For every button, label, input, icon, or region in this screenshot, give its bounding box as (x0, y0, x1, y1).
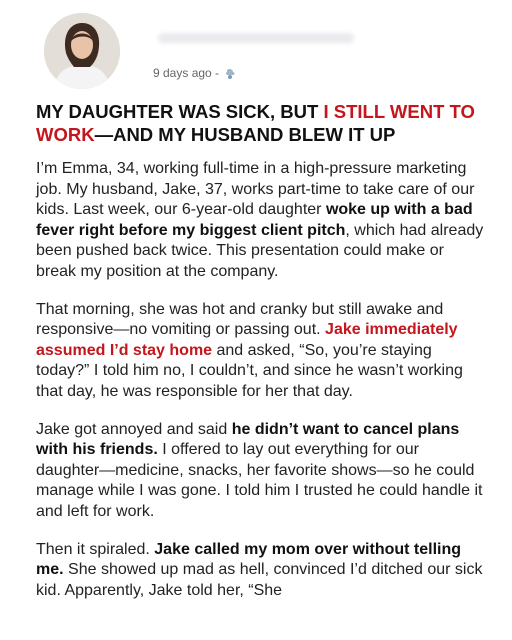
headline-highlight: I STILL WENT TO WORK (36, 101, 475, 145)
paragraph-text: Then it spiraled. (36, 540, 155, 558)
story-body (0, 146, 512, 601)
bold-highlight: Jake called my mom over without telling me. (36, 540, 462, 578)
paragraph-text: I offered to lay out everything for our daughter—medicine, snacks, her favorite shows—so he could manage while I was gone. I told him I trusted he could handle it and left for work. (36, 441, 483, 520)
paragraph-text: I’m Emma, 34, working full-time in a high-pressure marketing job. My husband, Jake, 37, works part-time to take care of our kids. Last week, our 6-year-old daughter (36, 160, 475, 218)
globe-icon (223, 67, 237, 79)
paragraph-4 (36, 540, 484, 602)
bold-highlight: woke up with a bad fever right before my biggest client pitch (36, 201, 473, 239)
paragraph-text: and asked, “So, you’re staying today?” I told him no, I couldn’t, and since he wasn’t working that day, he was responsible for her that day. (36, 341, 463, 400)
bold-highlight: he didn’t want to cancel plans with his friends. (36, 420, 460, 458)
paragraph-text: She showed up mad as hell, convinced I’d ditched our sick kid. Apparently, Jake told her, “She (36, 561, 483, 599)
paragraph-text: That morning, she was hot and cranky but still awake and responsive—no vomiting or passing out. (36, 300, 444, 338)
post-meta (153, 66, 237, 80)
paragraph-3 (36, 420, 484, 523)
timestamp: 9 days ago - (153, 66, 220, 80)
red-highlight: Jake immediately assumed I’d stay home (36, 321, 458, 359)
avatar[interactable] (44, 13, 120, 89)
paragraph-text: Jake got annoyed and said (36, 420, 232, 438)
paragraph-1 (36, 159, 484, 282)
paragraph-text: , which had already been pushed back twice. This presentation could make or break my position at the company. (36, 221, 484, 280)
paragraph-2 (36, 300, 484, 403)
headline-part-1: MY DAUGHTER WAS SICK, BUT (36, 101, 324, 122)
avatar-image (44, 13, 120, 89)
headline (0, 96, 512, 146)
post-header (0, 0, 512, 96)
headline-part-3: —AND MY HUSBAND BLEW IT UP (94, 124, 396, 145)
author-name-blurred[interactable] (158, 33, 354, 43)
